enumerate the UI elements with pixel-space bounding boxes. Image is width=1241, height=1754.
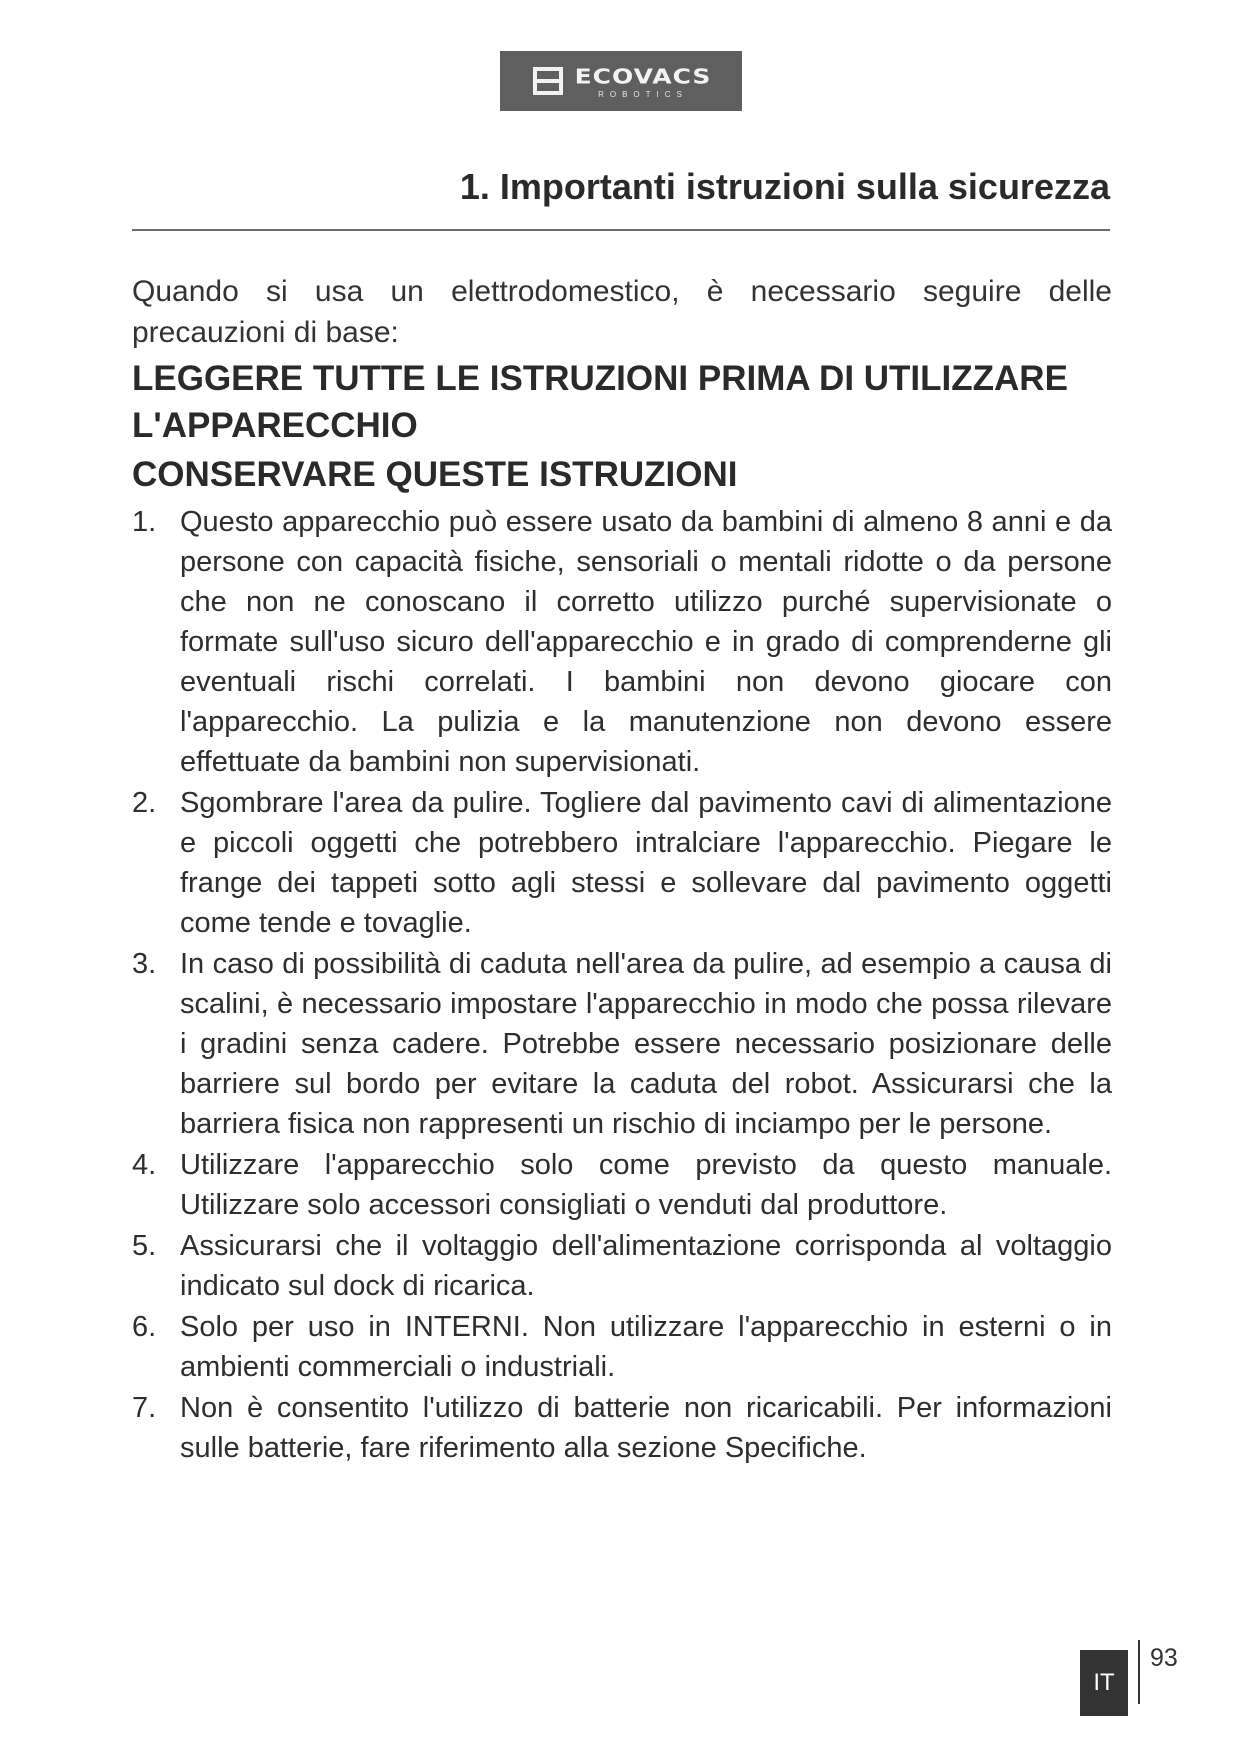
instruction-number: 2. [132, 787, 157, 819]
keep-instructions-heading: CONSERVARE QUESTE ISTRUZIONI [132, 455, 738, 494]
intro-paragraph: Quando si usa un elettrodomestico, è necessario seguire delle precauzioni di base: [132, 275, 1112, 349]
safety-instruction-item [132, 944, 1112, 1144]
instruction-text: Sgombrare l'area da pulire. Togliere dal pavimento cavi di alimentazione e piccoli oggetti che potrebbero intralciare l'apparecchio. Piegare le frange dei tappeti sotto agli stessi e sollevare dal pavimento oggetti come tende e tovaglie. [180, 787, 1112, 939]
ecovacs-logo-icon [531, 64, 565, 98]
brand-subtitle: ROBOTICS [598, 89, 688, 99]
safety-instruction-item [132, 1145, 1112, 1225]
instruction-text: In caso di possibilità di caduta nell'area da pulire, ad esempio a causa di scalini, è necessario impostare l'apparecchio in modo che possa rilevare i gradini senza cadere. Potrebbe essere necessario posizionare delle barriere sul bordo per evitare la caduta del robot. Assicurarsi che la barriera fisica non rappresenti un rischio di inciampo per le persone. [180, 948, 1112, 1140]
page-number: 93 [1150, 1644, 1178, 1672]
safety-instruction-item [132, 1388, 1112, 1468]
safety-instruction-item [132, 783, 1112, 943]
safety-instruction-list [132, 502, 1112, 1468]
instruction-number: 4. [132, 1149, 157, 1181]
safety-instruction-item [132, 1307, 1112, 1387]
instruction-number: 1. [132, 506, 157, 538]
safety-instruction-item [132, 502, 1112, 782]
main-content [132, 271, 1112, 1469]
title-divider [132, 229, 1110, 231]
instruction-number: 5. [132, 1230, 157, 1262]
brand-logo [500, 51, 742, 111]
brand-name: ECOVACS [574, 64, 712, 88]
instruction-number: 7. [132, 1392, 157, 1424]
page-title: 1. Importanti istruzioni sulla sicurezza [459, 166, 1110, 207]
instruction-text: Questo apparecchio può essere usato da bambini di almeno 8 anni e da persone con capacità fisiche, sensoriali o mentali ridotte o da persone che non ne conoscano il corretto utilizzo purché supervisionate o formate sull'uso sicuro dell'apparecchio e in grado di comprenderne gli eventuali rischi correlati. I bambini non devono giocare con l'apparecchio. La pulizia e la manutenzione non devono essere effettuate da bambini non supervisionati. [180, 506, 1112, 778]
instruction-text: Utilizzare l'apparecchio solo come previsto da questo manuale. Utilizzare solo accessori consigliati o venduti dal produttore. [180, 1149, 1112, 1221]
instruction-number: 6. [132, 1311, 157, 1343]
read-all-instructions-heading: LEGGERE TUTTE LE ISTRUZIONI PRIMA DI UTILIZZARE L'APPARECCHIO [132, 359, 1068, 445]
language-badge: IT [1080, 1650, 1128, 1716]
safety-instruction-item [132, 1226, 1112, 1306]
instruction-text: Assicurarsi che il voltaggio dell'alimentazione corrisponda al voltaggio indicato sul dock di ricarica. [180, 1230, 1112, 1302]
instruction-text: Solo per uso in INTERNI. Non utilizzare l'apparecchio in esterni o in ambienti commerciali o industriali. [180, 1311, 1112, 1383]
footer-divider [1138, 1640, 1140, 1704]
instruction-number: 3. [132, 948, 157, 980]
instruction-text: Non è consentito l'utilizzo di batterie non ricaricabili. Per informazioni sulle batterie, fare riferimento alla sezione Specifiche. [180, 1392, 1112, 1464]
